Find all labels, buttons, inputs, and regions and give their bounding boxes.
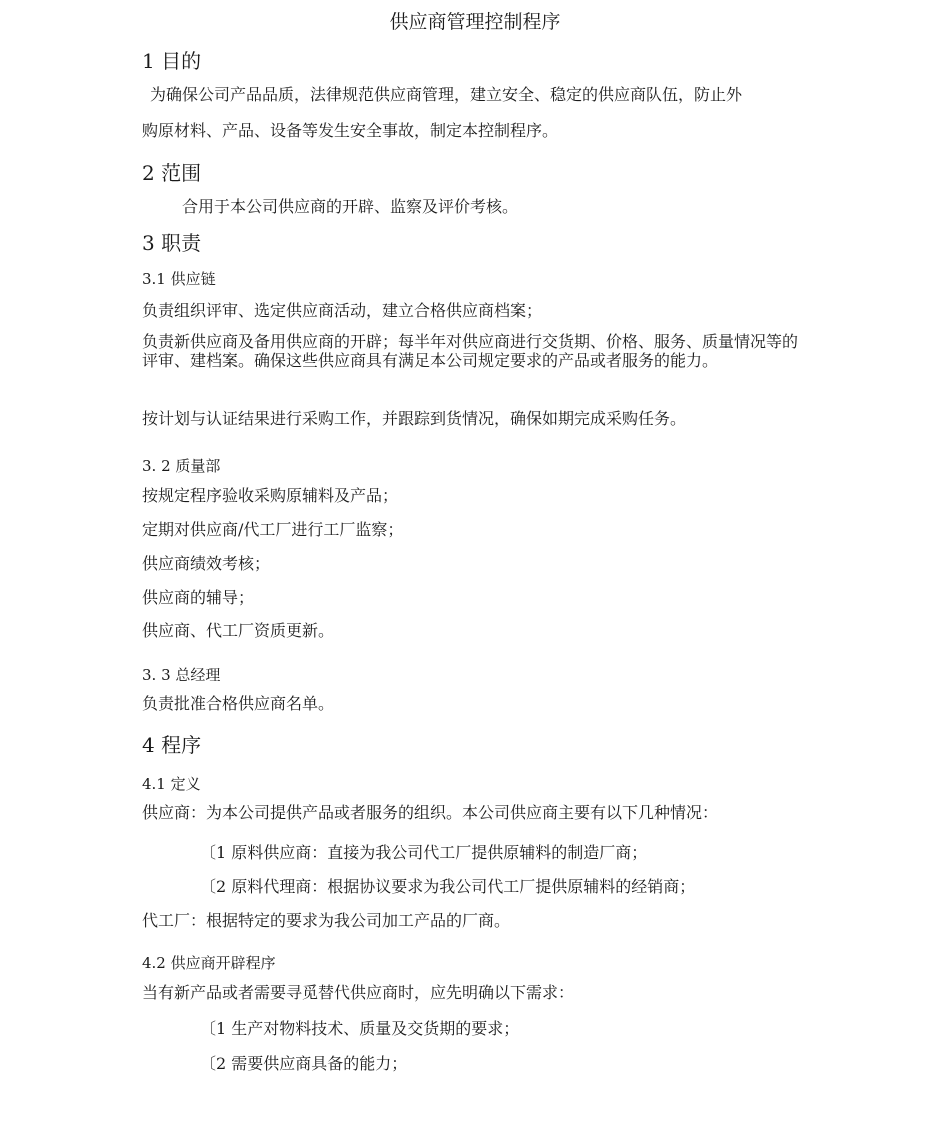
supply-chain-duty-3: 按计划与认证结果进行采购工作，并跟踪到货情况，确保如期完成采购任务。: [142, 409, 687, 428]
definition-item-2: 〔2 原料代理商：根据协议要求为我公司代工厂提供原辅料的经销商；: [200, 877, 696, 896]
development-item-2: 〔2 需要供应商具备的能力；: [200, 1054, 408, 1073]
section-4-heading: 4 程序: [142, 733, 202, 757]
scope-line: 合用于本公司供应商的开辟、监察及评价考核。: [182, 197, 519, 216]
supply-chain-duty-1: 负责组织评审、选定供应商活动，建立合格供应商档案；: [142, 301, 543, 320]
section-3-heading: 3 职责: [142, 231, 202, 255]
definition-item-1: 〔1 原料供应商：直接为我公司代工厂提供原辅料的制造厂商；: [200, 843, 648, 862]
subsection-3-1-heading: 3.1 供应链: [142, 270, 216, 288]
purpose-line-2: 购原材料、产品、设备等发生安全事故，制定本控制程序。: [142, 121, 559, 140]
quality-duty-item: 供应商、代工厂资质更新。: [142, 621, 335, 640]
subsection-4-2-heading: 4.2 供应商开辟程序: [142, 954, 276, 972]
manager-duty: 负责批准合格供应商名单。: [142, 694, 335, 713]
development-intro: 当有新产品或者需要寻觅替代供应商时，应先明确以下需求：: [142, 983, 575, 1002]
subsection-3-3-heading: 3. 3 总经理: [142, 666, 221, 684]
subsection-4-1-heading: 4.1 定义: [142, 775, 201, 793]
quality-duty-item: 按规定程序验收采购原辅料及产品；: [142, 486, 399, 505]
section-1-heading: 1 目的: [142, 49, 202, 73]
document-title: 供应商管理控制程序: [389, 11, 561, 33]
section-2-heading: 2 范围: [142, 161, 202, 185]
development-item-1: 〔1 生产对物料技术、质量及交货期的要求；: [200, 1019, 520, 1038]
definition-oem: 代工厂：根据特定的要求为我公司加工产品的厂商。: [142, 911, 511, 930]
purpose-line-1: 为确保公司产品品质，法律规范供应商管理，建立安全、稳定的供应商队伍，防止外: [150, 85, 743, 104]
quality-duty-item: 定期对供应商/代工厂进行工厂监察；: [142, 520, 404, 539]
quality-duty-item: 供应商的辅导；: [142, 588, 255, 607]
quality-duty-item: 供应商绩效考核；: [142, 554, 271, 573]
supply-chain-duty-2: 负责新供应商及备用供应商的开辟；每半年对供应商进行交货期、价格、服务、质量情况等的评审、建档案。确保这些供应商具有满足本公司规定要求的产品或者服务的能力。: [142, 332, 799, 370]
subsection-3-2-heading: 3. 2 质量部: [142, 457, 221, 475]
definition-supplier: 供应商：为本公司提供产品或者服务的组织。本公司供应商主要有以下几种情况：: [142, 803, 719, 822]
